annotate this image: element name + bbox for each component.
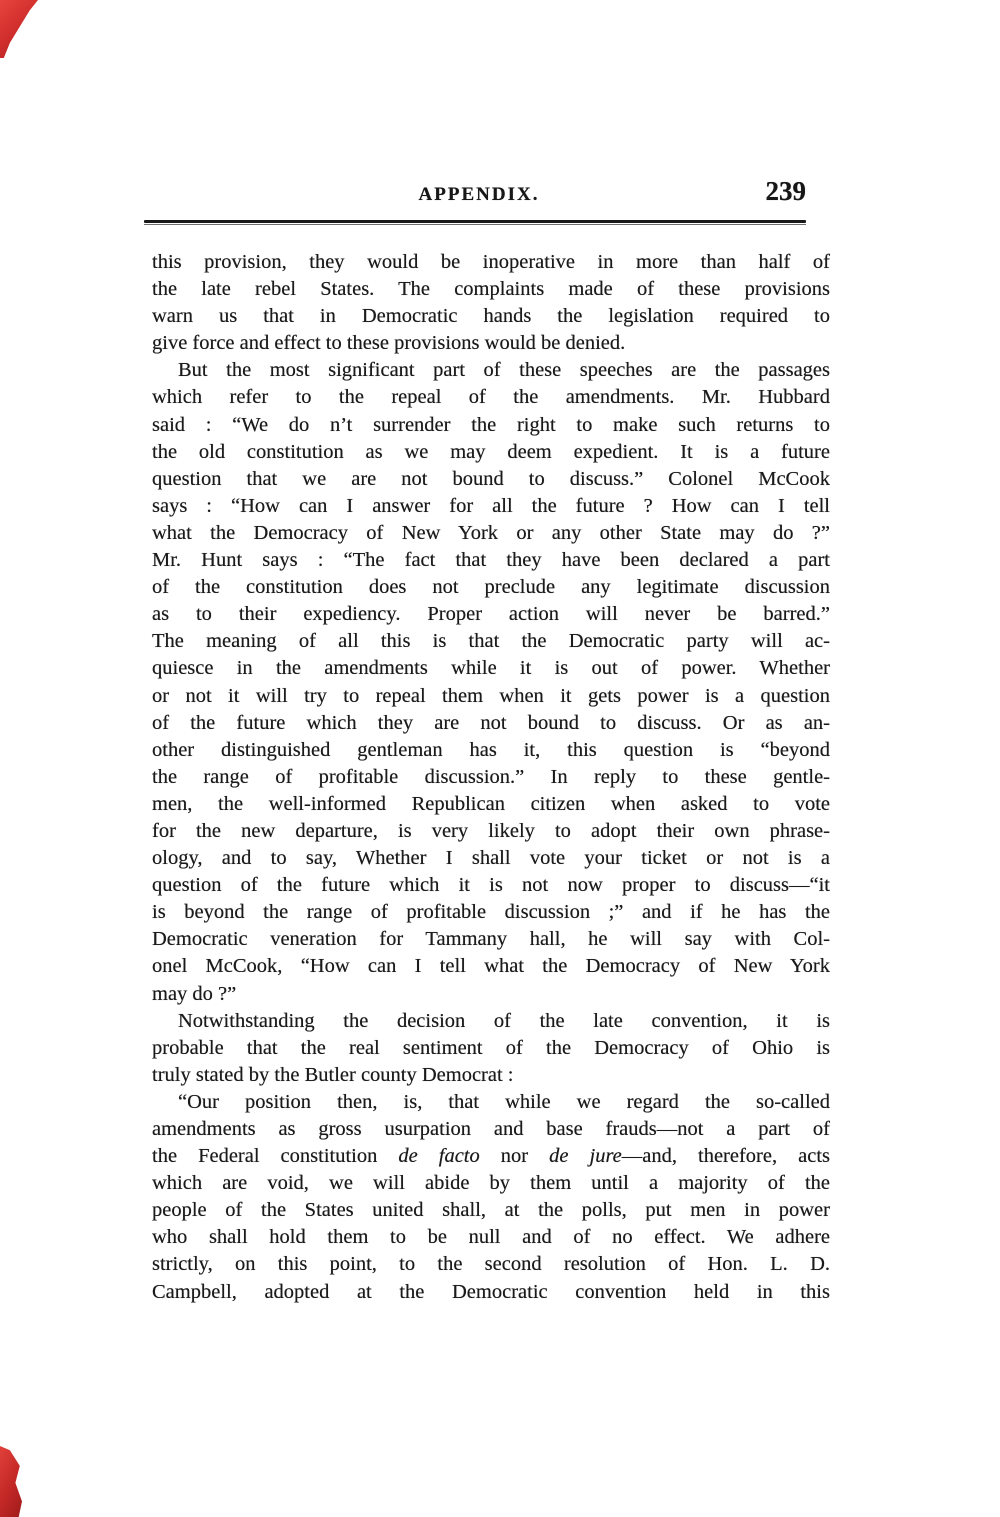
text-line: truly stated by the Butler county Democrat : <box>152 1063 514 1086</box>
text-line: of the future which they are not bound to discuss. Or as an- <box>152 711 830 734</box>
text-line: may do ?” <box>152 982 237 1005</box>
text-line: ology, and to say, Whether I shall vote your ticket or not is a <box>152 847 830 870</box>
text-line: this provision, they would be inoperative in more than half of <box>152 251 830 273</box>
text-line: as to their expediency. Proper action will never be barred.” <box>152 603 830 626</box>
text-line: who shall hold them to be null and of no effect. We adhere <box>152 1226 830 1249</box>
text-line: question that we are not bound to discuss.” Colonel McCook <box>152 467 830 490</box>
text-line: Democratic veneration for Tammany hall, he will say with Col- <box>152 928 830 951</box>
red-edge-mark-top-left <box>0 0 38 58</box>
header-rule <box>144 220 806 225</box>
page-body-text <box>152 249 830 1306</box>
text-line: The meaning of all this is that the Democratic party will ac- <box>152 630 830 653</box>
text-line: people of the States united shall, at the polls, put men in power <box>152 1199 830 1222</box>
text-line: the Federal constitution de facto nor de jure—and, therefore, acts <box>152 1145 830 1168</box>
text-line: what the Democracy of New York or any other State may do ?” <box>152 521 830 544</box>
header-rule-thick-line <box>144 220 806 223</box>
text-line: the old constitution as we may deem expedient. It is a future <box>152 440 830 463</box>
text-line: amendments as gross usurpation and base frauds—not a part of <box>152 1118 830 1140</box>
header-rule-thin-line <box>144 224 806 225</box>
page-number: 239 <box>765 176 806 206</box>
red-edge-mark-bottom-left <box>0 1446 22 1517</box>
text-line: the late rebel States. The complaints made of these provisions <box>152 278 830 301</box>
text-line: Notwithstanding the decision of the late convention, it is <box>178 1009 830 1032</box>
text-line: Campbell, adopted at the Democratic convention held in this <box>152 1280 830 1303</box>
text-line: men, the well-informed Republican citizen when asked to vote <box>152 792 830 815</box>
text-line: said : “We do n’t surrender the right to make such returns to <box>152 413 830 436</box>
text-line: onel McCook, “How can I tell what the Democracy of New York <box>152 955 830 978</box>
text-line: for the new departure, is very likely to adopt their own phrase- <box>152 819 830 842</box>
text-line: warn us that in Democratic hands the legislation required to <box>152 305 830 328</box>
text-line: “Our position then, is, that while we regard the so-called <box>178 1090 830 1113</box>
text-line: or not it will try to repeal them when it gets power is a question <box>152 684 830 707</box>
running-head: APPENDIX. <box>418 184 540 205</box>
text-line: Mr. Hunt says : “The fact that they have been declared a part <box>152 549 830 572</box>
text-line: of the constitution does not preclude any legitimate discussion <box>152 576 830 599</box>
text-line: the range of profitable discussion.” In reply to these gentle- <box>152 765 830 788</box>
text-line: quiesce in the amendments while it is out of power. Whether <box>152 657 830 680</box>
text-line: other distinguished gentleman has it, this question is “beyond <box>152 738 830 761</box>
text-line: strictly, on this point, to the second resolution of Hon. L. D. <box>152 1253 830 1276</box>
text-line: probable that the real sentiment of the Democracy of Ohio is <box>152 1036 830 1059</box>
text-line: which are void, we will abide by them until a majority of the <box>152 1172 830 1195</box>
text-line: question of the future which it is not now proper to discuss—“it <box>152 874 830 897</box>
text-line: says : “How can I answer for all the future ? How can I tell <box>152 494 830 517</box>
text-line: give force and effect to these provisions would be denied. <box>152 332 626 355</box>
text-line: But the most significant part of these speeches are the passages <box>178 359 830 382</box>
text-line: is beyond the range of profitable discussion ;” and if he has the <box>152 901 830 924</box>
text-line: which refer to the repeal of the amendments. Mr. Hubbard <box>152 386 830 409</box>
